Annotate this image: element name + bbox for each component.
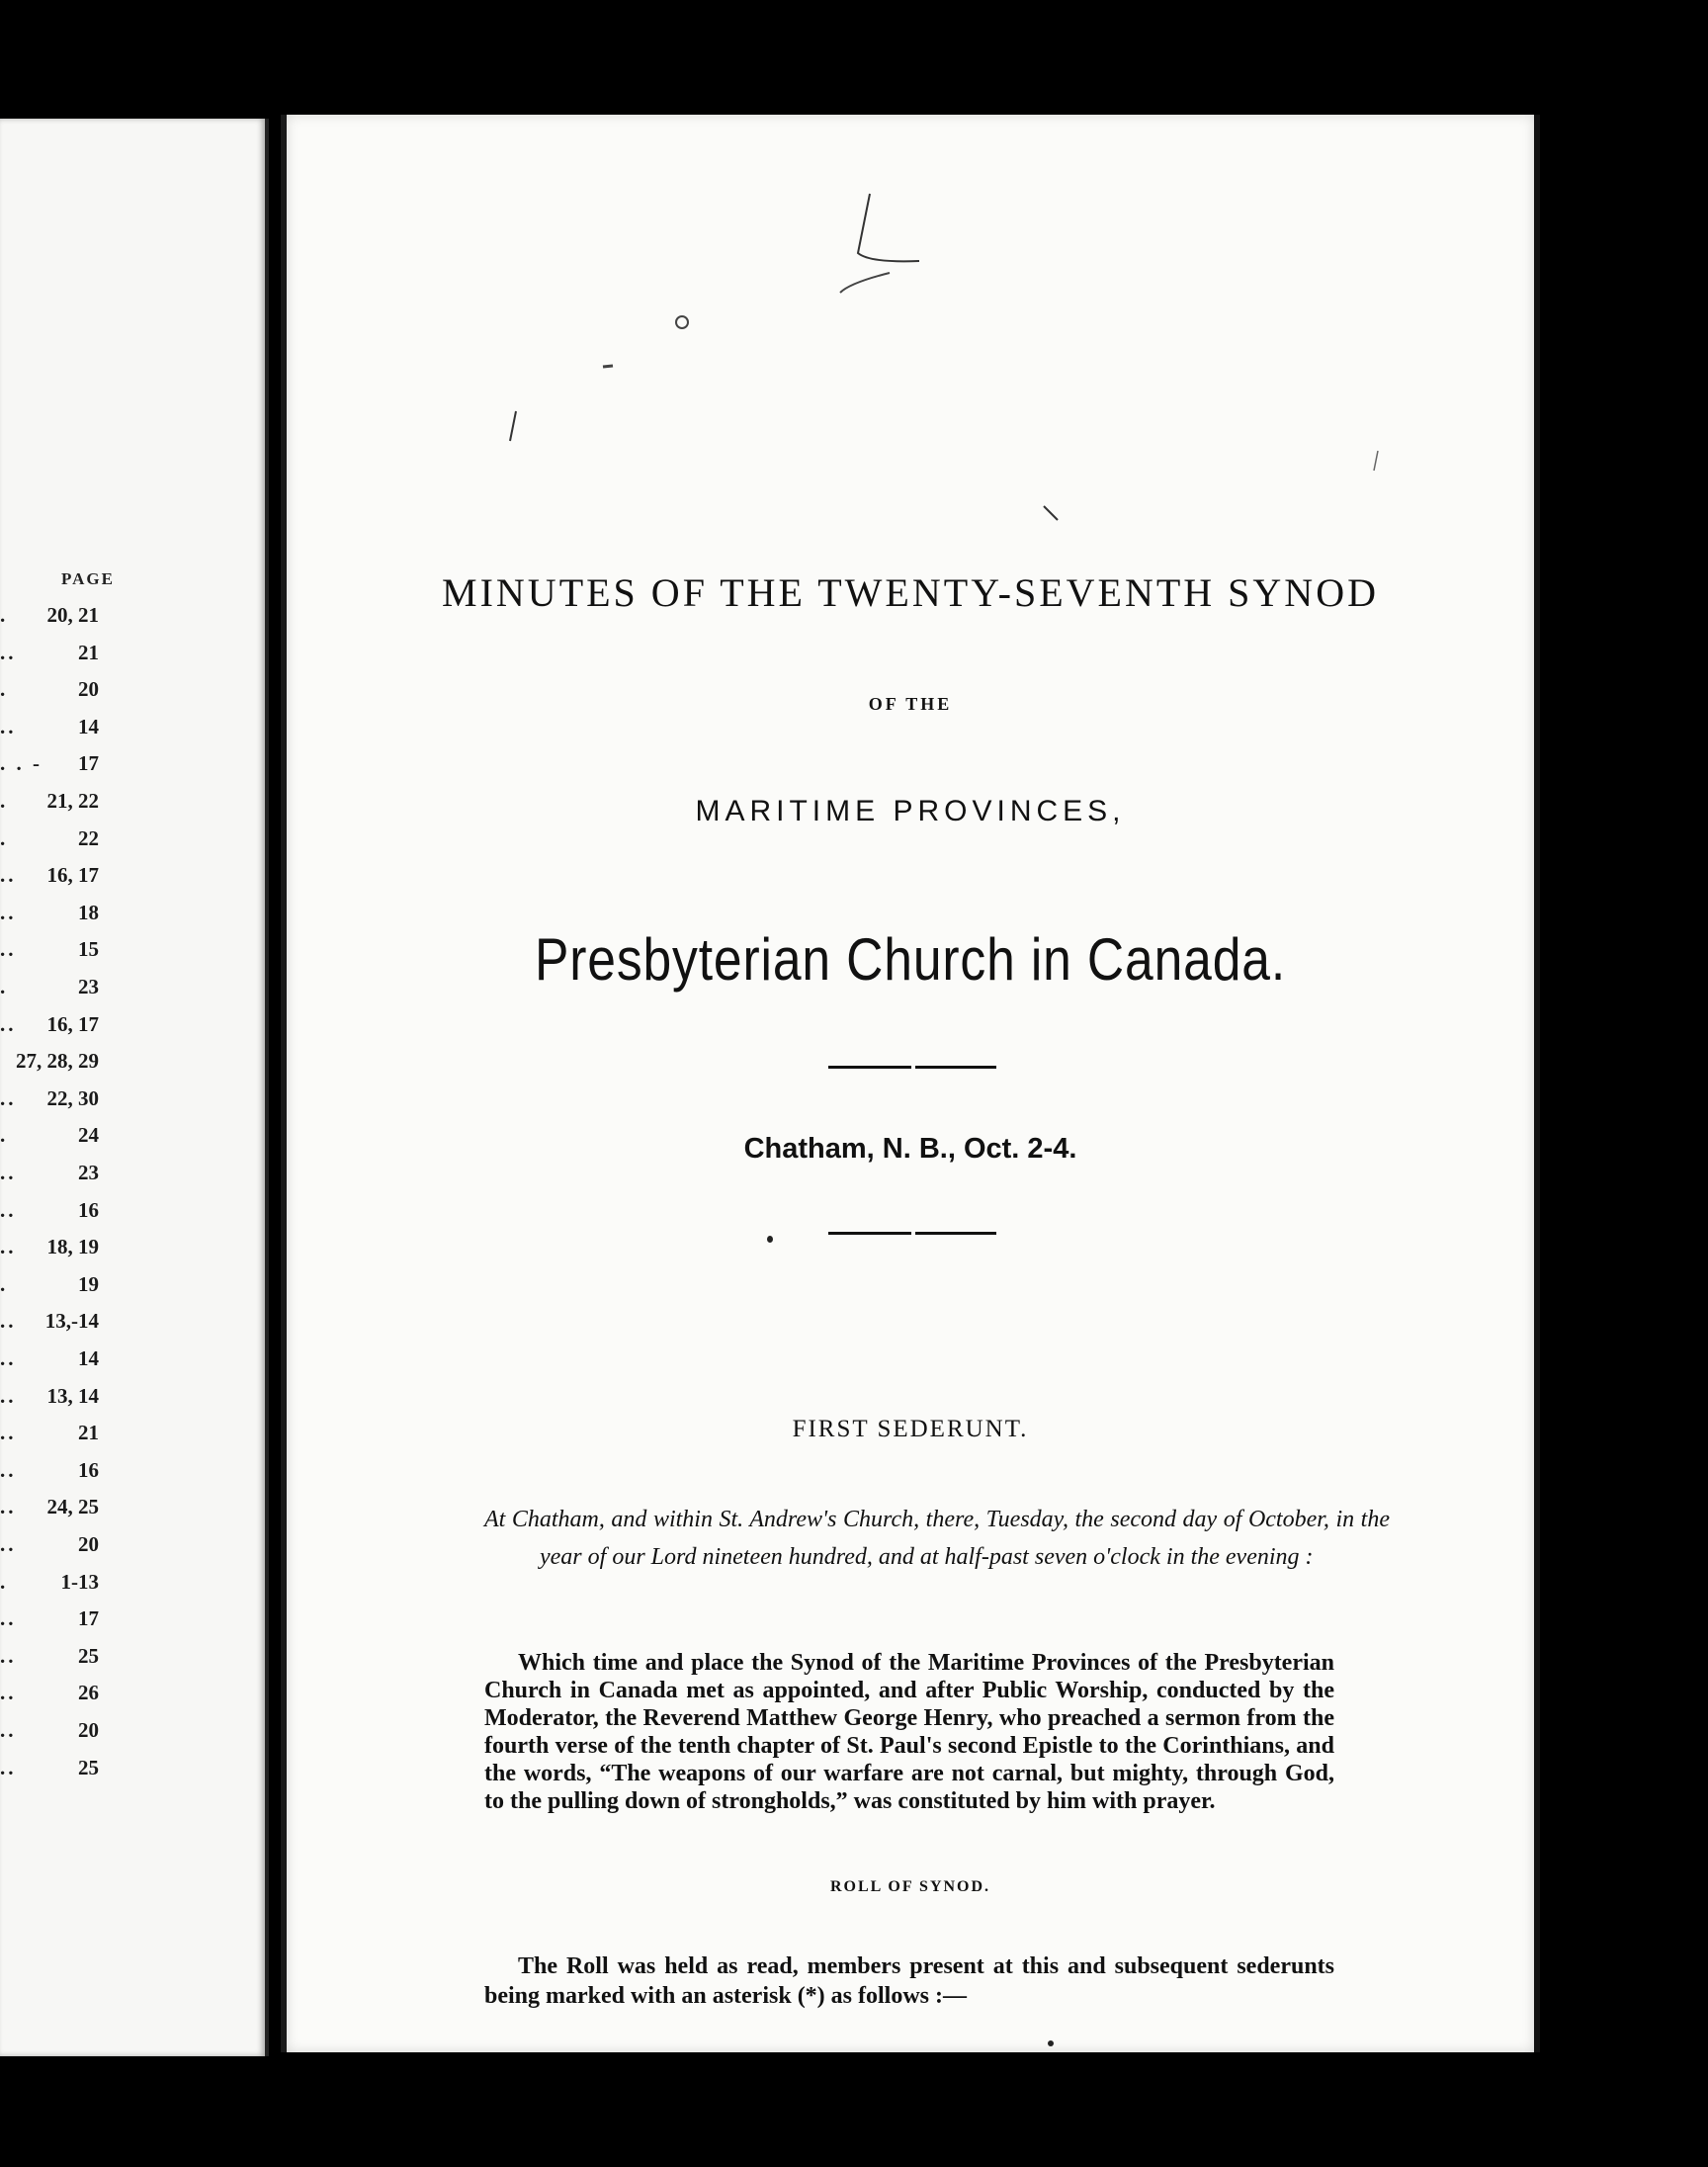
right-page <box>281 115 1540 2052</box>
index-leader-dots: .. <box>0 1532 17 1556</box>
index-leader-dots: . <box>0 825 9 850</box>
index-page-numbers: 27, 28, 29 <box>16 1049 99 1074</box>
index-entry <box>0 1570 99 1600</box>
index-page-numbers: 22, 30 <box>46 1085 99 1110</box>
index-leader-dots: .. <box>0 1457 17 1482</box>
index-leader-dots: .. <box>0 1197 17 1222</box>
index-page-numbers: 20 <box>78 1718 99 1742</box>
index-leader-dots: .. <box>0 937 17 962</box>
pen-stroke-marks <box>287 115 1534 708</box>
index-page-numbers: 14 <box>78 714 99 738</box>
index-entry <box>0 715 99 744</box>
index-page-numbers: 18 <box>78 900 99 924</box>
index-page-numbers: 21 <box>78 1421 99 1445</box>
divider-rule-1 <box>828 1066 996 1069</box>
index-leader-dots: . <box>0 1569 9 1594</box>
index-entry <box>0 826 99 856</box>
index-page-numbers: 26 <box>78 1681 99 1705</box>
index-leader-dots: .. <box>0 1421 17 1445</box>
index-page-numbers: 17 <box>78 1606 99 1631</box>
index-entry <box>0 1086 99 1116</box>
index-entry <box>0 641 99 670</box>
index-page-numbers: 24 <box>78 1123 99 1148</box>
index-entry <box>0 1384 99 1414</box>
index-entry <box>0 1309 99 1339</box>
index-page-numbers: 18, 19 <box>46 1235 99 1259</box>
index-page-numbers: 16, 17 <box>46 1011 99 1036</box>
index-entry <box>0 677 99 707</box>
index-entry <box>0 975 99 1004</box>
speck <box>767 1236 773 1243</box>
index-entry <box>0 603 99 633</box>
index-entry <box>0 1718 99 1748</box>
index-page-numbers: 25 <box>78 1755 99 1779</box>
index-entry <box>0 1644 99 1674</box>
index-leader-dots: .. <box>0 640 17 664</box>
index-page-numbers: 14 <box>78 1346 99 1370</box>
index-entry <box>0 1049 99 1079</box>
divider-rule-2 <box>828 1232 996 1235</box>
minutes-title: MINUTES OF THE TWENTY-SEVENTH SYNOD <box>442 570 1379 615</box>
index-page-numbers: 21 <box>78 640 99 664</box>
index-entry <box>0 789 99 819</box>
index-page-numbers: 23 <box>78 975 99 998</box>
roll-paragraph: The Roll was held as read, members present at this and subsequent sederunts being marked with an asterisk (*) as follows :— <box>484 1953 1334 2009</box>
index-page-numbers: 24, 25 <box>46 1495 99 1519</box>
index-page-numbers: 13, 14 <box>46 1383 99 1408</box>
index-page-numbers: 20 <box>78 677 99 702</box>
index-leader-dots: .. <box>0 1235 17 1259</box>
index-entry <box>0 1495 99 1524</box>
index-entry <box>0 1346 99 1376</box>
index-entry <box>0 751 99 781</box>
maritime-provinces-heading: MARITIME PROVINCES, <box>695 795 1126 827</box>
index-entry <box>0 1532 99 1562</box>
speck <box>1048 2040 1054 2046</box>
index-leader-dots: .. <box>0 1161 17 1184</box>
index-leader-dots: . . - <box>0 751 43 776</box>
index-leader-dots: . <box>0 789 9 813</box>
index-entry <box>0 1458 99 1488</box>
index-entry <box>0 1235 99 1264</box>
index-page-numbers: 20 <box>78 1532 99 1556</box>
first-sederunt-heading: FIRST SEDERUNT. <box>792 1416 1029 1442</box>
church-name-heading: Presbyterian Church in Canada. <box>534 926 1287 993</box>
index-page-numbers: 17 <box>78 751 99 776</box>
sederunt-intro: At Chatham, and within St. Andrew's Church, there, Tuesday, the second day of October, in the year of our Lord nineteen hundred, and at half-past seven o'clock in the evening : <box>484 1507 1390 1570</box>
index-entry <box>0 1198 99 1228</box>
of-the-line: OF THE <box>868 694 953 714</box>
index-leader-dots: .. <box>0 1011 17 1036</box>
index-leader-dots: .. <box>0 1085 17 1110</box>
index-leader-dots: .. <box>0 863 17 888</box>
page-column-header: PAGE <box>61 569 115 588</box>
index-page-numbers: 20, 21 <box>46 603 99 627</box>
index-page-numbers: 16, 17 <box>46 863 99 888</box>
index-entry <box>0 1681 99 1710</box>
index-page-numbers: 23 <box>78 1161 99 1184</box>
index-page-numbers: 1-13 <box>60 1569 99 1594</box>
index-page-numbers: 22 <box>78 825 99 850</box>
index-leader-dots: . <box>0 603 9 627</box>
index-page-numbers: 16 <box>78 1197 99 1222</box>
index-leader-dots: . <box>0 677 9 702</box>
index-entry <box>0 1272 99 1302</box>
index-entry <box>0 1606 99 1636</box>
index-leader-dots: .. <box>0 1495 17 1519</box>
index-entry <box>0 1756 99 1785</box>
index-entry <box>0 863 99 893</box>
index-page-numbers: 19 <box>78 1271 99 1296</box>
place-date-line: Chatham, N. B., Oct. 2-4. <box>743 1133 1077 1165</box>
index-entry <box>0 901 99 930</box>
index-leader-dots: . <box>0 975 9 998</box>
index-page-numbers: 15 <box>78 937 99 962</box>
roll-of-synod-heading: ROLL OF SYNOD. <box>829 1878 991 1895</box>
index-page-numbers: 16 <box>78 1457 99 1482</box>
index-leader-dots: .. <box>0 900 17 924</box>
index-entry <box>0 1012 99 1042</box>
index-leader-dots: .. <box>0 1309 17 1334</box>
index-leader-dots: .. <box>0 1681 17 1705</box>
index-leader-dots: . <box>0 1123 9 1148</box>
index-entry <box>0 1421 99 1450</box>
index-entry <box>0 937 99 967</box>
index-page-numbers: 25 <box>78 1643 99 1668</box>
index-leader-dots: .. <box>0 1383 17 1408</box>
index-page-numbers: 21, 22 <box>46 789 99 813</box>
index-leader-dots: . <box>0 1271 9 1296</box>
constitution-paragraph: Which time and place the Synod of the Maritime Provinces of the Presbyterian Church in Canada met as appointed, and after Public Worship, conducted by the Moderator, the Reverend Matthew George Henry, who preached a sermon from the fourth verse of the tenth chapter of St. Paul's second Epistle to the Corinthians, and the words, “The weapons of our warfare are not carnal, but mighty, through God, to the pulling down of strongholds,” was constituted by him with prayer. <box>484 1650 1334 1814</box>
index-entry <box>0 1161 99 1190</box>
index-leader-dots: .. <box>0 1346 17 1370</box>
index-leader-dots: .. <box>0 714 17 738</box>
left-page-index <box>0 119 269 2056</box>
index-entry <box>0 1123 99 1153</box>
index-page-numbers: 13,-14 <box>44 1309 99 1334</box>
index-leader-dots: .. <box>0 1643 17 1668</box>
index-leader-dots: .. <box>0 1606 17 1631</box>
index-leader-dots: .. <box>0 1755 17 1779</box>
index-leader-dots: .. <box>0 1718 17 1742</box>
